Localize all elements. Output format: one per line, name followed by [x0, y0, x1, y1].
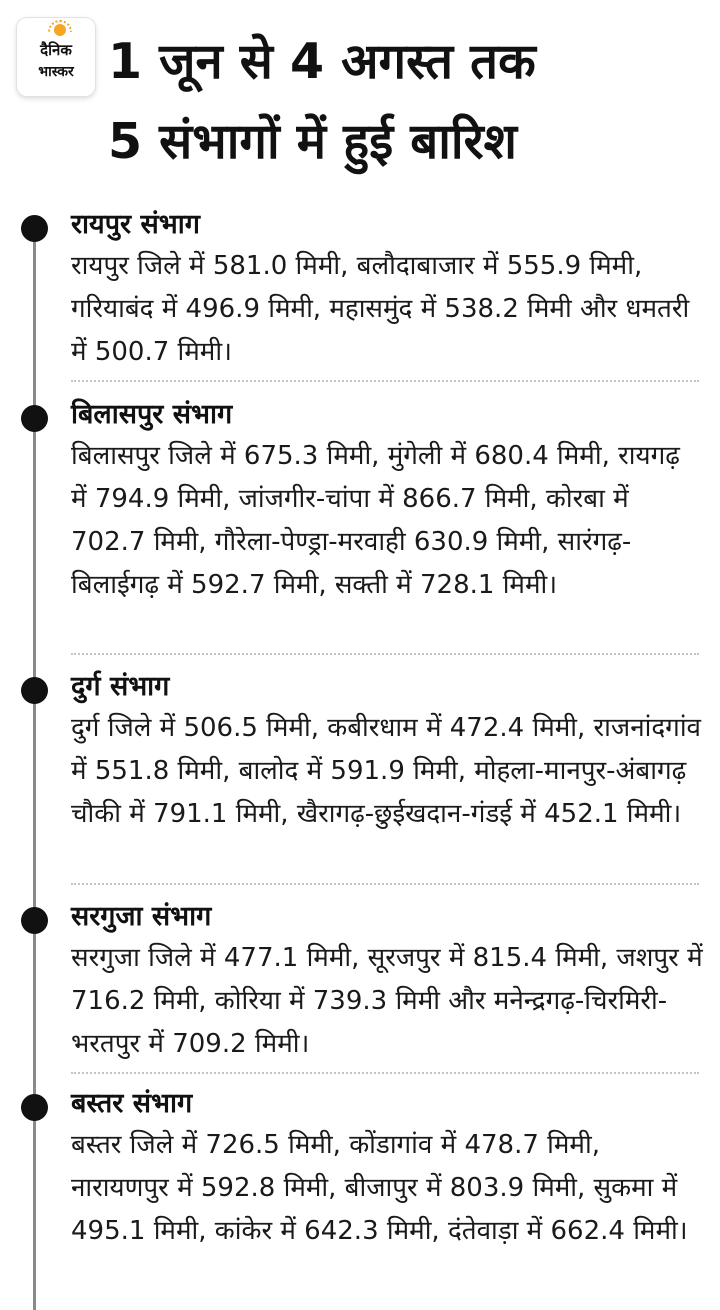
division-rainfall-text: रायपुर जिले में 581.0 मिमी, बलौदाबाजार में 555.9 मिमी, गरियाबंद में 496.9 मिमी, महासमुंद में 538.2 मिमी और धमतरी में 500.7 मिमी।	[71, 251, 690, 367]
section-divider	[71, 883, 699, 885]
timeline-bullet	[21, 907, 48, 934]
section-divider	[71, 1072, 699, 1074]
division-title: दुर्ग संभाग	[71, 671, 170, 702]
division-rainfall-text: बस्तर जिले में 726.5 मिमी, कोंडागांव में 478.7 मिमी, नारायणपुर में 592.8 मिमी, बीजापुर में 803.9 मिमी, सुकमा में 495.1 मिमी, कांकेर में 642.3 मिमी, दंतेवाड़ा में 662.4 मिमी।	[71, 1130, 688, 1246]
division-title: सरगुजा संभाग	[71, 901, 212, 932]
timeline-bullet	[21, 1094, 48, 1121]
division-rainfall-text: दुर्ग जिले में 506.5 मिमी, कबीरधाम में 472.4 मिमी, राजनांदगांव में 551.8 मिमी, बालोद में 591.9 मिमी, मोहला-मानपुर-अंबागढ़ चौकी में 791.1 मिमी, खैरागढ़-छुईखदान-गंडई में 452.1 मिमी।	[71, 713, 702, 829]
headline-line-1: 1 जून से 4 अगस्त तक	[108, 33, 536, 90]
timeline-bullet	[21, 677, 48, 704]
division-title: बिलासपुर संभाग	[71, 399, 233, 430]
division-rainfall-text: सरगुजा जिले में 477.1 मिमी, सूरजपुर में 815.4 मिमी, जशपुर में 716.2 मिमी, कोरिया में 739.3 मिमी और मनेन्द्रगढ़-चिरमिरी-भरतपुर में 709.2 मिमी।	[71, 943, 703, 1059]
headline-line-2: 5 संभागों में हुई बारिश	[108, 113, 517, 170]
logo-text-line1: दैनिक	[40, 41, 72, 59]
dainik-bhaskar-logo	[17, 18, 95, 96]
timeline-bullet	[21, 405, 48, 432]
logo-text-line2: भास्कर	[38, 64, 74, 80]
section-divider	[71, 653, 699, 655]
division-rainfall-text: बिलासपुर जिले में 675.3 मिमी, मुंगेली में 680.4 मिमी, रायगढ़ में 794.9 मिमी, जांजगीर-चांपा में 866.7 मिमी, कोरबा में 702.7 मिमी, गौरेला-पेण्ड्रा-मरवाही 630.9 मिमी, सारंगढ़-बिलाईगढ़ में 592.7 मिमी, सक्ती में 728.1 मिमी।	[71, 441, 680, 600]
section-divider	[71, 380, 699, 382]
timeline-bullet	[21, 215, 48, 242]
timeline-line	[33, 222, 36, 1310]
division-title: रायपुर संभाग	[71, 209, 200, 240]
sun-icon	[54, 24, 66, 36]
division-title: बस्तर संभाग	[71, 1088, 193, 1119]
